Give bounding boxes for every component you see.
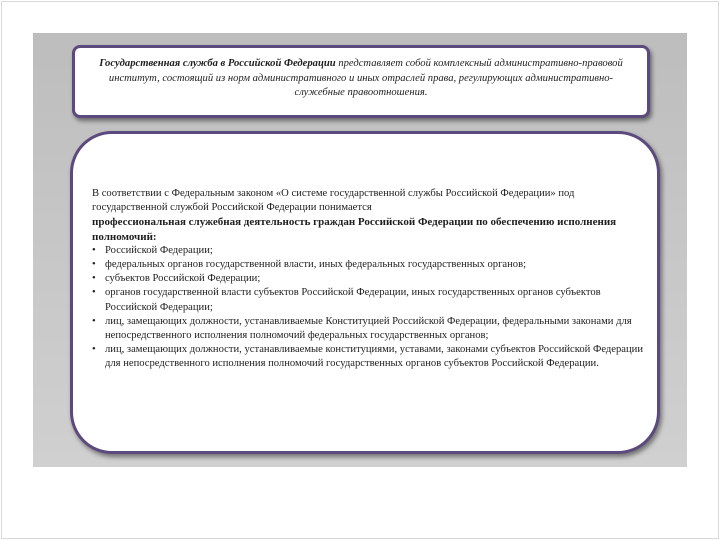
law-intro: В соответствии с Федеральным законом «О системе государственной службы Российской Федерации» под государственной службой Российской Федерации понимается xyxy=(92,188,575,214)
list-item xyxy=(92,315,645,343)
law-emphasis: профессиональная служебная деятельность граждан Российской Федерации по обеспечению исполнения полномочий: xyxy=(92,216,617,243)
bullet-icon: • xyxy=(92,244,96,256)
definition-lead: Государственная служба в Российской Федерации xyxy=(99,58,336,69)
list-item xyxy=(92,258,645,272)
list-item-text: органов государственной власти субъектов Российской Федерации, иных государственных органов субъектов Российской Федерации; xyxy=(105,287,601,313)
definition-paragraph xyxy=(85,57,637,101)
list-item-text: субъектов Российской Федерации; xyxy=(105,273,261,285)
list-item-text: Российской Федерации; xyxy=(105,244,213,256)
definition-text: представляет собой комплексный административно-правовой институт, состоящий из норм административного и иных отраслей права, регулирующих административно-служебные правоотношения. xyxy=(108,58,623,98)
list-item-text: лиц, замещающих должности, устанавливаемые Конституцией Российской Федерации, федеральными законами для непосредственного исполнения полномочий федеральных государственных органов; xyxy=(105,315,632,342)
list-item-text: лиц, замещающих должности, устанавливаемые конституциями, уставами, законами субъектов Российской Федерации для непосредственного исполнения полномочий государственных органов субъектов Российской Федерации. xyxy=(105,344,644,370)
list-item-text: федеральных органов государственной власти, иных федеральных государственных органов; xyxy=(105,259,527,271)
definition-card xyxy=(72,45,650,118)
powers-list xyxy=(92,244,645,372)
list-item xyxy=(92,343,645,371)
bullet-icon: • xyxy=(92,273,96,285)
bullet-icon: • xyxy=(92,315,96,327)
law-card xyxy=(70,131,660,454)
list-item xyxy=(92,286,645,314)
list-item xyxy=(92,272,645,286)
list-item xyxy=(92,244,645,258)
bullet-icon: • xyxy=(92,287,96,299)
bullet-icon: • xyxy=(92,259,96,271)
bullet-icon: • xyxy=(92,344,96,356)
